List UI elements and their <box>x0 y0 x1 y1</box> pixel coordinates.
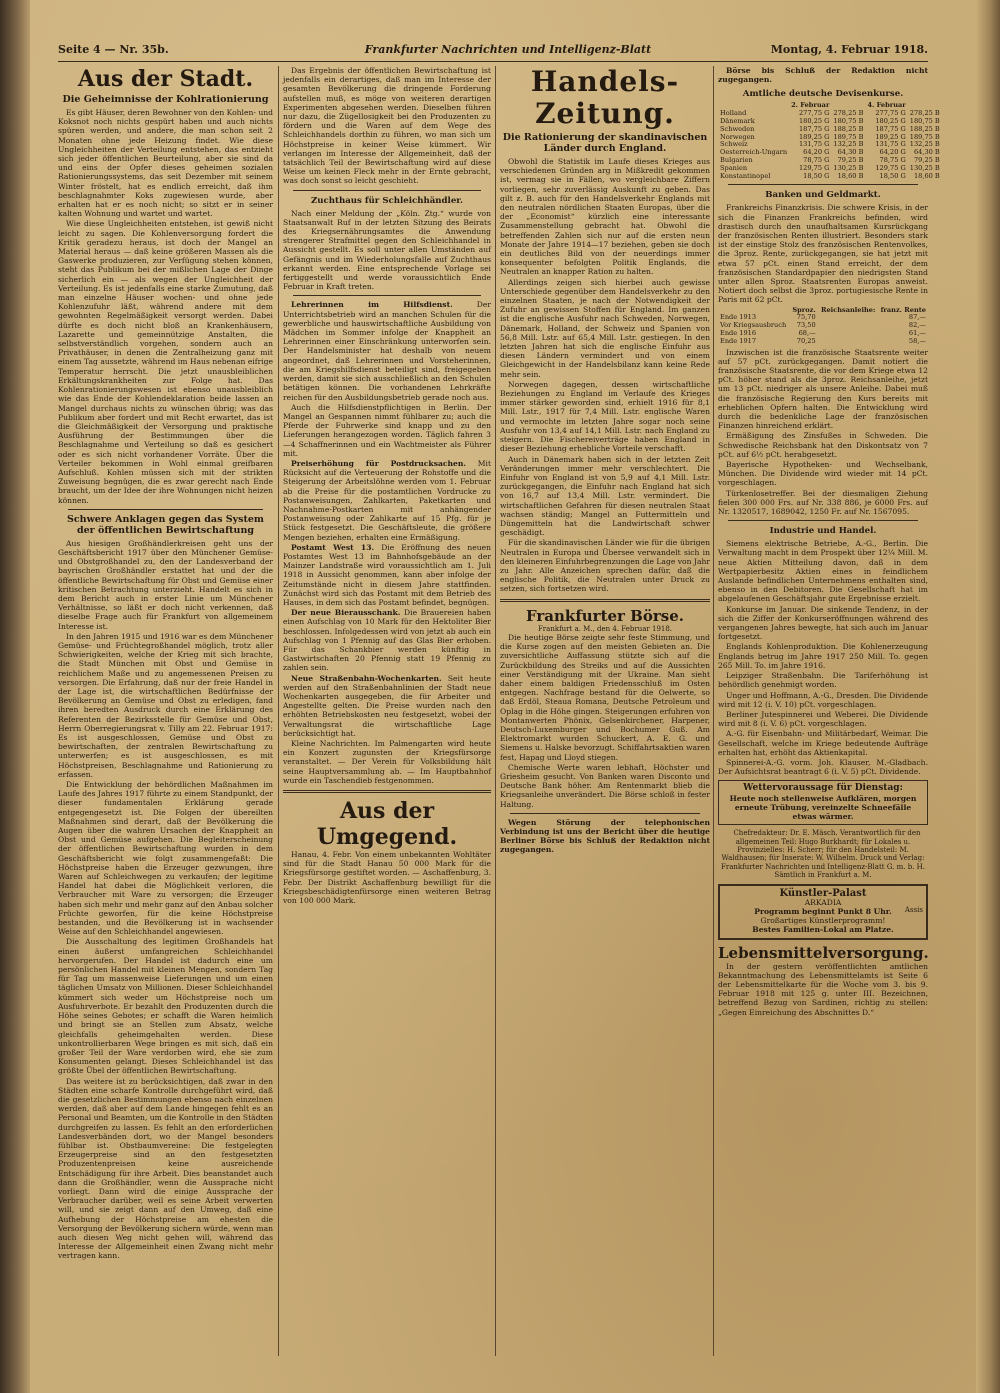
table-cell: 64,30 B <box>837 148 864 157</box>
table-cell: 130,25 B <box>833 163 864 172</box>
article-paragraph: Norwegen dagegen, dessen wirtschaftliche Beziehungen zu England im Verlaufe des Krieges immer stärker geworden sind, erhielt 1916 für 8,1 Mill. Lstr., 1917 für 7,4 Mill. Lstr. englische Waren und vermochte im letzten Jahre sogar noch seine Ausfuhr von 13,4 auf 14,1 Mill. Lstr. nach England zu steigern. Die Fischereiverträge haben England in dieser Beziehung erhebliche Vorteile verschafft. <box>500 379 710 454</box>
table-cell: 188,25 B <box>909 124 940 133</box>
article-paragraph: Frankreichs Finanzkrisis. Die schwere Krisis, in der sich die Finanzen Frankreichs befinden, wird drastisch durch den unaufhaltsamen Kursrückgang der französischen Renten illustriert. Besonders stark ist der einstige Stolz des französischen Rentenvolkes, die 3proz. Rente, zurückgegangen, sie hat jetzt mit etwa 57 pCt. einen Stand erreicht, der dem französischen Standardpapier den niedrigsten Stand unter allen Sproz. Staatsrenten Europas anweist. Notiert doch selbst die 3proz. portugiesische Rente in Paris mit 62 pCt. <box>718 203 928 305</box>
divider <box>510 813 700 814</box>
column-local-news <box>58 66 273 1356</box>
table-cell: 129,75 G <box>798 163 830 172</box>
table-cell: Schweden <box>720 124 755 133</box>
table-cell <box>818 330 878 338</box>
section-title-boerse: Frankfurter Börse. <box>526 606 684 625</box>
article-paragraph: Die heutige Börse zeigte sehr feste Stimmung, und die Kurse zogen auf den meisten Gebieten an. Die zuversichtliche Auffassung stützte sich auf die Zurückbildung des Streiks und auf die Aussichten einer Verständigung mit der Ukraine. Man sieht daher einem baldigen Friedensschluß im Osten entgegen. Nachfrage bestand für die Oelwerte, so daß Erdöl, Steaua Romana, Deutsche Petroleum und Oplag in die Höhe gingen. Steigerungen erfuhren von Montanwerten Phönix, Gelsenkirchener, Harpener, Deutsch-Luxemburger und Bochumer Guß. Am Elektromarkt wurden Schuckert, A. E. G. und Siemens u. Halske bevorzugt. Schiffahrtsaktien waren fest, Hapag und Lloyd stiegen. <box>500 632 710 762</box>
table-cell: 61,— <box>908 329 926 337</box>
table-cell: 278,25 B <box>833 109 864 118</box>
article-paragraph: Auch die Hilfsdienstpflichtigen in Berlin. Der Mangel an Gespannen nimmt fühlbarer zu; auch die Pferde der Fuhrwerke sind knapp und zu den Lieferungen herangezogen worden. Täglich fahren 3—4 Schaffnerinnen und ein Wachtmeister als Führer mit. <box>283 402 491 458</box>
table-cell: 18,50 G <box>879 171 906 180</box>
arkadia-side: Assis <box>904 905 923 914</box>
article-paragraph: Für die skandinavischen Länder wie für die übrigen Neutralen in Europa und Übersee verwandelt sich in den kleineren Einfuhrbegrenzungen die Lage von Jahr zu Jahr. Alle Anzeichen sprechen dafür, daß die englische Politik, die Neutralen unter Druck zu setzen, sich fortsetzen wird. <box>500 538 710 594</box>
article-runin: Preiserhöhung für Postdrucksachen. <box>291 458 467 468</box>
table-cell: 189,25 G <box>798 132 830 141</box>
table-cell: 278,25 B <box>909 109 940 118</box>
article-paragraph <box>283 459 491 542</box>
boerse-dateline: Frankfurt a. M., den 4. Februar 1918. <box>537 624 673 633</box>
article-paragraph: Bayerische Hypotheken- und Wechselbank, München. Die Dividende wird wieder mit 14 pCt. vorgeschlagen. <box>718 460 928 488</box>
table-cell: Spanien <box>720 163 748 172</box>
arkadia-kicker: Künstler-Palast <box>779 887 867 899</box>
table-header-cell: 2. Februar <box>791 101 830 110</box>
table-cell: 131,75 G <box>798 140 830 149</box>
table-cell: 70,25 <box>796 336 816 345</box>
article-paragraph: Die Entwicklung der behördlichen Maßnahmen im Laufe des Jahres 1917 führte zu einem Standpunkt, der dieser fundamentalen Erklärung gerade entgegengesetzt ist. Die Folgen der übereilten Maßnahmen sind derart, daß der Bevölkerung die Augen über die wahren Ursachen der Knappheit an Obst und Gemüse aufgehen. Die Begleiterscheinung der öffentlichen Bewirtschaftung wurden in dem Geschäftsbericht wie folgt zusammengefaßt: Die Höchstpreise haben die Erzeuger gezwungen, ihre Waren auf Schleichwegen zu verkaufen; der legitime Handel hat dabei die Möglichkeit verloren, die Verbraucher mit Ware zu versorgen; die Erzeuger haben sich mehr und mehr ganz auf den Anbau solcher Früchte geworfen, für die keine Höchstpreise bestanden, und die Bevölkerung ist in wachsender Weise auf den Schleichhandel angewiesen. <box>58 780 273 937</box>
section-title-lebensmittel: Lebensmittelversorgung. <box>718 943 929 962</box>
devisen-row <box>718 157 942 165</box>
header-page-number: Seite 4 — Nr. 35b. <box>58 43 169 56</box>
arkadia-line: Bestes Familien-Lokal am Platze. <box>752 925 894 935</box>
page-binding <box>0 0 30 1393</box>
table-cell: Ende 1917 <box>720 336 757 345</box>
table-cell: 189,75 B <box>909 132 940 141</box>
devisen-table <box>718 102 942 180</box>
article-text: Mit Rücksicht auf die Verteuerung der Rohstoffe und die Steigerung der Arbeitslöhne werden vom 1. Februar ab die Preise für die postamtlichen Vordrucke zu Postanweisungen, Zahlkarten, Paketkarten und Nachnahme-Postkarten mit anhängender Postanweisung oder Zahlkarte auf 15 Pfg. für je Stück festgesetzt. Die Geschäftsleute, die größere Mengen beziehen, erhalten eine Ermäßigung. <box>283 458 491 542</box>
boerse-note: Börse bis Schluß der Redaktion nicht zugegangen. <box>718 66 928 85</box>
table-cell: 180,75 B <box>833 117 864 125</box>
section-title-aus-der-stadt: Aus der Stadt. <box>77 66 254 92</box>
table-header-cell: Reichsanleihe: <box>821 305 876 314</box>
header-masthead: Frankfurter Nachrichten und Intelligenz-Blatt <box>364 43 652 56</box>
table-cell: 18,60 B <box>837 171 864 180</box>
arkadia-line: Großartiges Künstlerprogramm! <box>760 916 886 926</box>
column-rule <box>278 66 279 1356</box>
article-headline: Die Rationierung der skandinavischen Länder durch England. <box>502 132 708 154</box>
arkadia-name: ARKADIA <box>804 897 842 907</box>
table-cell: 131,75 G <box>875 140 906 149</box>
article-paragraph: Spinnerei-A.-G. vorm. Joh. Klauser, M.-Gladbach. Der Aufsichtsrat beantragt 6 (i. V. 5) pCt. Dividende. <box>718 757 928 777</box>
article-paragraph: Das weitere ist zu berücksichtigen, daß zwar in den Städten eine scharfe Kontrolle durchgeführt wird, daß die gesetzlichen Bestimmungen ebenso nach einzelnen werden, daß aber auf dem Lande hingegen fehlt es an Personal und Beamten, um die Kontrolle in den Städten durchgreifen zu lassen. Es fehlt an den erforderlichen Landesverbänden dort, wo der Mangel besonders fühlbar ist. Obstbaumvereine: Die festgelegten Erzeugerpreise sind an den festgesetzten Produzentenpreisen keine ausreichende Entschädigung für ihre Arbeit. Dies beanstandet auch dann die Großhändler, wenn die Aussprache nicht vorliegt. Dann wird die einige Aussprache der Verbraucher darüber, weil es seine Arbeit verwerten will, und sie zeigt dann auf den Umweg, daß eine Aufhebung der Höchstpreise am ehesten die Versorgung der Bevölkerung sichern würde, wenn man auch diesen Weg nicht gehen will, während das Interesse der Allgemeinheit einen Zwang nicht mehr vertragen kann. <box>58 1076 273 1261</box>
article-paragraph <box>283 674 491 738</box>
article-paragraph: Wie diese Ungleichheiten entstehen, ist gewiß nicht leicht zu sagen. Die Kohlenversorgung fordert die Kritik geradezu heraus, ist doch der Mangel an Material heraus — daß keine größeren Massen als die Gaswerke produzieren, zur Verfügung stehen können, steht das Publikum bei der mißlichen Lage der Dinge sicherlich ein — als wegen der Ungleichheit der Verteilung. Es ist jedenfalls eine starke Zumutung, daß man einzelne Häuser wochen- und ohne jede Kohlenzufuhr läßt, während andere mit dem gewohnten Regelmäßigkeit versorgt werden. Dabei dürfte es doch nicht bloß an Krankenhäusern, Lazarette und gemeinnützige Anstalten, die selbstverständlich vorgehen, sondern auch an Privathäuser, in denen die Zentralheizung ganz mit einem Tag aussetzte, während im Haus nebenan eifrige Temperatur herrscht. Die jetzt unausbleiblichen Erkältungskrankheiten zur Folge hat. Das Kohlenrationierungswesen ist ebenso unausbleiblich wie das Ende der Kohlendeklaration beide lassen an Mangel durchaus nichts zu wünschen übrig; was das Publikum aber fordert und mit Recht erwartet, das ist die Gleichmäßigkeit der Versorgung und praktische Ausführung der Bestimmungen über die Beschlagnahme und Verteilung so daß es gesichert oder es sich nicht vorhandener Vorräte. Über die Verteiler bekommen in Wohl einmal greifbaren Aufschluß. Kohlen müssen sich mit der strikten Zuweisung begnügen, die es zwar gerecht nach Ende braucht, um der Idee der ihre Wohnungen nicht heizen können. <box>58 219 273 505</box>
table-cell: 79,25 B <box>837 155 864 164</box>
article-paragraph <box>283 608 491 672</box>
article-headline: Schwere Anklagen gegen das System der öffentlichen Bewirtschaftung <box>67 513 264 536</box>
table-cell: 130,25 B <box>909 163 940 172</box>
impressum: Chefredakteur: Dr. E. Mäsch. Verantwortlich für den allgemeinen Teil: Hugo Burkhardt; für Lokales u. Provinzielles: H. Scherr; für den Handelsteil: M. Waldhausen; für Inserate: W. Wilhelm. Druck und Verlag: Frankfurter Nachrichten und Intelligenz-Blatt G. m. b. H. Sämtlich in Frankfurt a. M. <box>721 829 925 880</box>
devisen-row <box>718 134 942 142</box>
article-paragraph: Auch in Dänemark haben sich in der letzten Zeit Veränderungen immer mehr verschlechtert. Die Einfuhr von England ist von 5,9 auf 4,1 Mill. Lstr. zurückgegangen, die Einfuhr nach England hat sich von 16,7 auf 13,4 Mill. Lstr. vermindert. Die wirtschaftlichen Gefahren für diesen neutralen Staat wachsen ständig; Mangel an Futtermitteln und Düngemitteln hat die Landwirtschaft schwer geschädigt. <box>500 454 710 538</box>
table-cell: 58,— <box>908 336 926 345</box>
rente-table <box>718 307 928 346</box>
arkadia-advertisement <box>718 884 928 940</box>
article-paragraph: Kleine Nachrichten. Im Palmengarten wird heute ein Konzert zugunsten der Kriegsfürsorge veranstaltet. — Der Verein für Volksbildung hält seine Hauptversammlung ab. — Im Hauptbahnhof wurde ein Taschendieb festgenommen. <box>283 739 491 785</box>
table-cell: 64,30 B <box>913 148 940 157</box>
article-paragraph: Berliner Jutespinnerei und Weberei. Die Dividende wird mit 8 (i. V. 6) pCt. vorgeschlagen. <box>718 709 928 729</box>
column-finance <box>718 66 940 1356</box>
article-paragraph: Chemische Werte waren lebhaft, Höchster und Griesheim gesucht. Von Banken waren Disconto und Deutsche Bank höher. Am Rentenmarkt blieb die Kriegsanleihe unverändert. Die Börse schloß in fester Haltung. <box>500 762 710 809</box>
divider <box>293 190 481 191</box>
article-paragraph <box>283 543 491 607</box>
table-cell: Konstantinopel <box>720 171 771 180</box>
table-cell: Bulgarien <box>720 155 753 164</box>
article-text: Der Unterrichtsbetrieb wird an manchen Schulen für die gewerbliche und hauswirtschaftliche Ausbildung von Mädchen im Sommer infolge der Knappheit an Lehrerinnen einer Einschränkung unterworfen sein. Der Handelsminister hat deshalb von neuem angeordnet, daß Lehrerinnen und Vorsteherinnen, die am Kriegshilfsdienst beteiligt sind, freigegeben werden, damit sie sich ausschließlich an den Schulen betätigen können. Die vorhandenen Lehrkräfte reichen für den Ausbildungsbetrieb gerade noch aus. <box>283 300 491 402</box>
divider <box>500 599 710 602</box>
table-cell: 78,75 G <box>803 155 830 164</box>
article-headline: Die Geheimnisse der Kohlrationierung <box>62 94 269 105</box>
article-text: Die Brauereien haben einen Aufschlag von 10 Mark für den Hektoliter Bier beschlossen. Infolgedessen wird von jetzt ab auch ein Aufschlag von 1 Pfennig auf das Glas Bier erhoben. Für das Schankbier werden künftig in Gastwirtschaften 20 Pfennig statt 19 Pfennig zu zahlen sein. <box>283 608 492 673</box>
table-cell: 189,75 B <box>833 132 864 141</box>
column-rule <box>495 66 496 1356</box>
table-cell: 180,75 B <box>909 117 940 125</box>
table-cell <box>818 322 878 330</box>
article-paragraph: Das Ergebnis der öffentlichen Bewirtschaftung ist jedenfalls ein derartiges, daß man im Interesse der gesamten Bevölkerung die dringende Forderung aufstellen muß, es möge von weiteren derartigen Experimenten abgesehen werden. Dieselben führen nur dazu, die Zügellosigkeit bei den Produzenten zu fördern und die Waren auf dem Wege des Schleichhandels dorthin zu führen, wo man sich um Höchstpreise in keiner Weise kümmert. Wir verlangen im Interesse der Allgemeinheit, daß der tatsächlich Teil der Bewirtschaftung wird auf diese Weise um keinen Fleck mehr in der Ernte gebracht, was doch sonst so leicht geschieht. <box>283 66 491 186</box>
section-headline-industrie: Industrie und Handel. <box>769 526 877 537</box>
article-headline: Zuchthaus für Schleichhändler. <box>310 195 464 206</box>
article-paragraph: In den Jahren 1915 und 1916 war es dem Münchener Gemüse- und Früchtegroßhandel möglich, trotz aller Schwierigkeiten, welche der Krieg mit sich brachte, die Stadt München mit Obst und Gemüse in reichlichem Maße und zu angemessenen Preisen zu versorgen. Die Erfahrung, daß nur der freie Handel in der Lage ist, die wirtschaftlichen Bedürfnisse der Bevölkerung an Gemüse und Obst zu erledigen, fand ihren beredten Ausdruck durch eine Erklärung des Referenten der Bezirksstelle für Gemüse und Obst, Herrn Oberregierungsrat v. Tilly am 22. Februar 1917: Es ist ausgeschlossen, Gemüse und Obst zu bewirtschaften, der zentralen Bewirtschaftung zu unterwerfen; es ist ausgeschlossen, es mit Höchstpreisen, Beschlagnahme und Rationierung zu erfassen. <box>58 631 273 779</box>
article-runin: Lehrerinnen im Hilfsdienst. <box>291 300 453 310</box>
article-paragraph: Leipziger Straßenbahn. Die Tariferhöhung ist behördlich genehmigt worden. <box>718 671 928 690</box>
table-cell: 180,25 G <box>875 117 906 125</box>
table-header-cell: franz. Rente <box>880 305 926 314</box>
article-paragraph: A.-G. für Eisenbahn- und Militärbedarf, Weimar. Die Gesellschaft, welche im Kriege bedeutende Aufträge erhalten hat, erhöht das Aktienkapital. <box>718 729 928 757</box>
table-cell: Oesterreich-Ungarn <box>720 148 788 157</box>
rente-row <box>718 338 928 346</box>
table-header-cell: Sproz. <box>792 305 816 314</box>
table-cell: Holland <box>720 109 747 118</box>
article-paragraph: Allerdings zeigen sich hierbei auch gewisse Unterschiede gegenüber dem Handelsverkehr zu den einzelnen Staaten, je nach der Notwendigkeit der Zufuhr an gewissen Stoffen für England. Im ganzen ist die englische Ausfuhr nach Schweden, Norwegen, Dänemark, Holland, der Schweiz und Spanien von 56,8 Mill. Lstr. auf 65,4 Mill. Lstr. gestiegen. In den letzten Jahren hat sich die englische Einfuhr aus diesen Ländern vermindert und von einem Gleichgewicht in der Handelsbilanz kann keine Rede mehr sein. <box>500 277 710 379</box>
table-cell: Ende 1916 <box>720 329 757 337</box>
weather-box <box>718 780 928 825</box>
table-cell: Norwegen <box>720 132 755 141</box>
article-paragraph: Es gibt Häuser, deren Bewohner von den Kohlen- und Koksnot noch nichts gespürt haben und auch nichts spüren werden, und andere, die man schon seit 2 Monaten ohne jede Heizung findet. Wie diese Ungleichheiten der Verteilung entstehen, das entzieht sich jeder öffentlichen Beurteilung, aber sie sind da und eins der Opfer dieses geheimen sozialen Rationierungssystems, das seit Dezember mit seinem Winter fröstelt, hat es endlich erreicht, daß ihm beschlagnahmter Koks zugewiesen wurde, aber erhalten hat er es noch nicht; so sitzt er in seiner kalten Wohnung und wartet und wartet. <box>58 108 273 219</box>
article-paragraph: Inzwischen ist die französische Staatsrente weiter auf 57 pCt. zurückgegangen. Damit notiert die französische Staatsrente, die vor dem Kriege etwa 12 pCt. höher stand als die 3proz. Reichsanleihe, jetzt um 13 pCt. niedriger als unsere Anleihe. Dabei muß die französische Regierung den Kurs bereits mit erheblichen Opfern halten. Die Entwicklung wird durch die bedenkliche Lage der französischen Finanzen hinreichend erklärt. <box>718 347 928 431</box>
article-paragraph: Hanau, 4. Febr. Von einem unbekannten Wohltäter sind für die Stadt Hanau 50 000 Mark für die Kriegsfürsorge gestiftet worden. — Aschaffenburg, 3. Febr. Der Distrikt Aschaffenburg bewilligt für die Kriegsbeschädigtenfürsorge einen weiteren Betrag von 100 000 Mark. <box>283 850 491 906</box>
table-cell: 187,75 G <box>798 124 830 133</box>
article-runin: Der neue Bierausschank. <box>291 608 401 618</box>
page-header <box>58 40 928 62</box>
section-title-handels-zeitung: Handels-Zeitung. <box>530 65 680 130</box>
table-cell: 188,25 B <box>833 124 864 133</box>
article-paragraph <box>283 300 491 401</box>
divider <box>68 509 263 510</box>
article-paragraph: Konkurse im Januar. Die sinkende Tendenz, in der sich die Ziffer der Konkurseröffnungen während des vergangenen Jahres bewegte, hat sich auch im Januar fortgesetzt. <box>718 604 928 642</box>
weather-forecast: Heute noch stellenweise Aufklären, morgen erneute Trübung, vereinzelte Schneefälle etwas wärmer. <box>729 793 917 821</box>
article-runin: Postamt West 13. <box>291 542 375 552</box>
table-cell: 277,75 G <box>875 109 906 118</box>
table-cell: 73,50 <box>796 321 816 330</box>
arkadia-line: Programm beginnt Punkt 8 Uhr. <box>754 906 892 916</box>
table-cell: 68,— <box>798 329 816 337</box>
header-date: Montag, 4. Februar 1918. <box>770 43 928 56</box>
devisen-row <box>718 173 942 181</box>
article-paragraph: Nach einer Meldung der „Köln. Ztg.“ wurde von Staatsanwalt Ruf in der letzten Sitzung des Beirats des Kriegsernährungsamtes die Anwendung strengerer Strafmittel gegen den Schleichhandel in Aussicht gestellt. Es soll unter allen Umständen auf Gefängnis und im Wiederholungsfalle auf Zuchthaus erkannt werden. Eine entsprechende Vorlage sei fertiggestellt und werde voraussichtlich Ende Februar in Kraft treten. <box>283 208 491 292</box>
section-headline-banken: Banken und Geldmarkt. <box>765 190 881 201</box>
article-paragraph: Englands Kohlenproduktion. Die Kohlenerzeugung Englands betrug im Jahre 1917 250 Mill. To. gegen 265 Mill. To. im Jahre 1916. <box>718 642 928 670</box>
divider <box>293 295 481 296</box>
section-title-umgegend: Aus der Umgegend. <box>316 798 458 851</box>
table-cell: 79,25 B <box>913 155 940 164</box>
table-cell: 87,— <box>908 313 926 322</box>
devisen-headline: Amtliche deutsche Devisenkurse. <box>742 89 904 100</box>
table-cell: 64,20 G <box>879 148 906 157</box>
table-cell: 18,60 B <box>913 171 940 180</box>
table-cell: 277,75 G <box>798 109 830 118</box>
table-cell: 75,70 <box>796 313 816 322</box>
page-edge <box>976 0 1000 1393</box>
article-paragraph: Ermäßigung des Zinsfußes in Schweden. Die Schwedische Reichsbank hat den Diskontsatz von 7 pCt. auf 6½ pCt. herabgesetzt. <box>718 431 928 459</box>
article-text: Seit heute werden auf den Straßenbahnlinien der Stadt neue Wochenkarten ausgegeben, die für Arbeiter und Angestellte gelten. Die Preise wurden nach den erhöhten Betriebskosten neu festgesetzt, wobei der Verwaltungsrat die wirtschaftliche Lage berücksichtigt hat. <box>283 673 491 738</box>
table-cell: Dänemark <box>720 117 755 125</box>
divider <box>728 520 918 521</box>
article-paragraph: In der gestern veröffentlichten amtlichen Bekanntmachung des Lebensmittelamts ist Seite 6 der Lebensmittelkarte für die Woche vom 3. bis 9. Februar 1918 mit 125 g. unter III. Bezeichnen, betreffend Bezug von Sardinen, richtig zu stellen: „Gegen Einreichung des Abschnittes D.“ <box>718 961 928 1017</box>
table-cell: 64,20 G <box>803 148 830 157</box>
column-local-news-2 <box>283 66 491 1356</box>
article-runin: Neue Straßenbahn-Wochenkarten. <box>291 673 442 683</box>
table-cell <box>818 338 878 346</box>
article-paragraph: Siemens elektrische Betriebe, A.-G., Berlin. Die Verwaltung macht in dem Prospekt über 12¼ Mill. M. neue Aktien Mitteilung davon, daß in dem Wertpapierbesitz Aktien eines in feindlichem Auslande befindlichen Unternehmens enthalten sind, ebenso in den Debitoren. Die Gesellschaft hat im abgelaufenen Geschäftsjahr gute Ergebnisse erzielt. <box>718 539 928 604</box>
column-handels-zeitung <box>500 66 710 1356</box>
column-rule <box>713 66 714 1356</box>
table-cell: 132,25 B <box>909 140 940 149</box>
article-paragraph: Unger und Hoffmann, A.-G., Dresden. Die Dividende wird mit 12 (i. V. 10) pCt. vorgeschlagen. <box>718 690 928 709</box>
article-paragraph: Obwohl die Statistik im Laufe dieses Krieges aus verschiedenen Gründen arg in Mißkredit gekommen ist, vermag sie in Fällen, wo vergleichbare Ziffern vorliegen, sehr zuverlässig Auskunft zu geben. Das gilt z. B. auch für den Handelsverkehr Englands mit den neutralen nördlichen Staaten Europas, über die der „Economist“ kürzlich eine interessante Zusammenstellung gebracht hat. Obwohl die betreffenden Zahlen sich nur auf die ersten neun Monate der Jahre 1914—17 beziehen, geben sie doch ein deutliches Bild von der neuerdings immer konsequenter befolgten Politik Englands, die Neutralen an knapper Ration zu halten. <box>500 157 710 277</box>
article-paragraph: Aus hiesigen Großhändlerkreisen geht uns der Geschäftsbericht 1917 über den Münchener Gemüse- und Obstgroßhandel zu, den der Landesverband der bayrischen Großhändler erstattet hat und der die öffentliche Bewirtschaftung für Obst und Gemüse einer kritischen Betrachtung unterzieht. Handelt es sich in dem Bericht auch in erster Linie um Münchener Verhältnisse, so läßt er doch nicht verkennen, daß dieselbe Frage auch für Frankfurt von allgemeinem Interesse ist. <box>58 538 273 631</box>
table-cell: 78,75 G <box>879 155 906 164</box>
table-cell: Schweiz <box>720 140 748 149</box>
table-cell: 187,75 G <box>875 124 906 133</box>
divider <box>728 184 918 185</box>
table-cell: 132,25 B <box>833 140 864 149</box>
table-cell: Vor Kriegsausbruch <box>720 321 787 330</box>
article-text: Die Eröffnung des neuen Postamtes West 13 im Bahnhofsgebäude an der Mainzer Landstraße wird voraussichtlich am 1. Juli 1918 in Aussicht genommen, kann aber infolge der Zeitumstände nicht in diesem Jahre stattfinden. Zunächst wird sich das Postamt mit dem Betrieb des Hauses, in dem sich das Postamt befindet, begnügen. <box>283 542 491 607</box>
table-cell: 129,75 G <box>875 163 906 172</box>
table-cell: 82,— <box>908 321 926 330</box>
table-cell: Ende 1913 <box>720 313 757 322</box>
table-cell: 18,50 G <box>803 171 830 180</box>
table-cell: 180,25 G <box>798 117 830 125</box>
table-cell: 189,25 G <box>875 132 906 141</box>
table-header-row <box>718 102 942 110</box>
weather-headline: Wettervoraussage für Dienstag: <box>743 783 903 794</box>
table-header-cell: 4. Februar <box>867 101 906 110</box>
boerse-footer-note: Wegen Störung der telephonischen Verbindung ist uns der Bericht über die heutige Berliner Börse bis Schluß der Redaktion nicht zugegangen. <box>500 817 710 855</box>
divider <box>283 790 491 793</box>
article-paragraph: Die Ausschaltung des legitimen Großhandels hat einen äußerst umfangreichen Schleichhandel hervorgerufen. Der Handel ist dadurch eine um persönlichen Handel mit kleinen Mengen, sondern Tag für Tag um massenweise Lieferungen und um einen täglichen Umsatz von Millionen. Dieser Schleichhandel kümmert sich weder um Höchstpreise noch um Ausfuhrverbote. Er bezahlt den Produzenten durch die Höhe seines Gebotes; er schafft die Waren heimlich und bringt sie an Stellen zum Absatz, welche gleichfalls geheimgehalten werden. Diese unkontrollierbaren Wege bringen es mit sich, daß ein großer Teil der Ware verdorben wird, ehe sie zum Konsumenten gelangt. Dieses Schleichhandel ist das größte Übel der öffentlichen Bewirtschaftung. <box>58 937 273 1076</box>
article-paragraph: Türkenlosetreffer. Bei der diesmaligen Ziehung fielen 300 000 Frs. auf Nr. 338 886, je 6000 Frs. auf Nr. 1320517, 1689042, 1250 Fr. auf Nr. 1567095. <box>718 488 928 517</box>
table-cell <box>818 314 878 322</box>
